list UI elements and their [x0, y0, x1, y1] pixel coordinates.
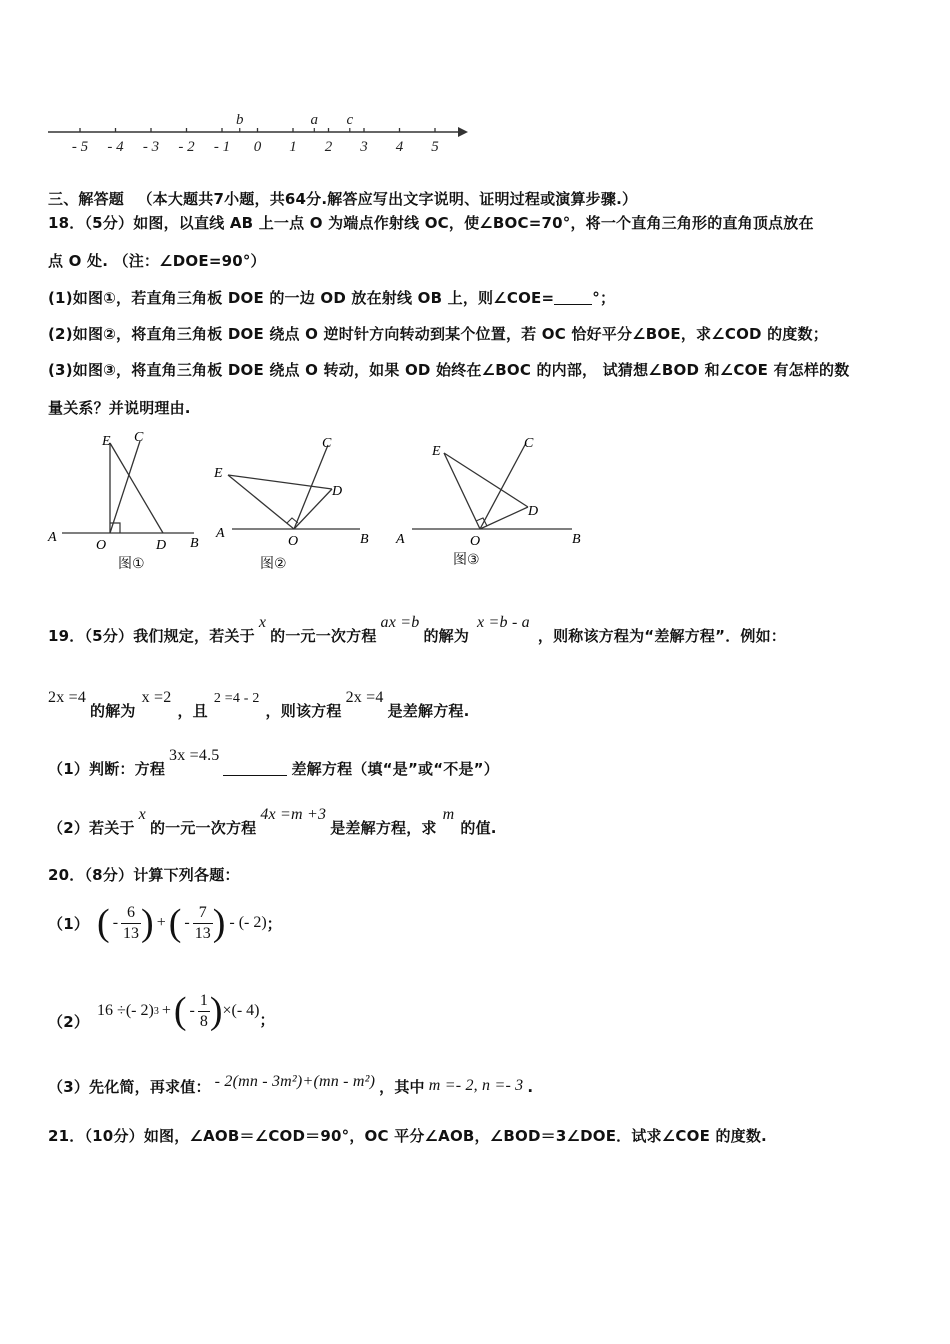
q19-part1: （1）判断：方程3x =4.5差解方程（填“是”或“不是”）	[48, 747, 499, 778]
q18-stem-line1: 18．（5分）如图，以直线 AB 上一点 O 为端点作射线 OC，使∠BOC=70°，将一个直角三角形的直角顶点放在	[48, 214, 814, 232]
tick-label: 1	[289, 139, 297, 155]
point-label: c	[346, 112, 354, 128]
arrow-icon	[458, 127, 468, 137]
expression-1: ( - $\frac{6}{13}$ ) + ( - $\frac{7}{13}$ ) - (- 2) ；	[97, 902, 282, 944]
q19-line2: 2x =4的解为x =2，且2 =4 - 2，则该方程2x =4是差解方程.	[48, 689, 470, 720]
figure-1	[44, 425, 212, 555]
section-note: （本大题共7小题，共64分.解答应写出文字说明、证明过程或演算步骤.）	[137, 190, 638, 208]
segment-ed	[110, 443, 163, 533]
label-e: E	[102, 434, 111, 449]
label-o: O	[96, 538, 107, 553]
q20-part1: （1） ( - $\frac{6}{13}$ ) + ( - $\frac{7}{13}$ ) - (- 2) ；	[48, 902, 282, 944]
q19-part2: （2）若关于x的一元一次方程4x =m +3是差解方程，求m的值.	[48, 806, 497, 837]
q20-part3: （3）先化简，再求值： - 2(mn - 3m²)+(mn - m²) ，其中 m =- 2, n =- 3 .	[48, 1073, 534, 1096]
answer-blank[interactable]	[223, 775, 287, 776]
q18-part3-line1: (3)如图③，将直角三角板 DOE 绕点 O 转动，如果 OD 始终在∠BOC 的内部， 试猜想∠BOD 和∠COE 有怎样的数	[48, 361, 850, 379]
label-d: D	[332, 484, 343, 499]
q18-part2: (2)如图②，将直角三角板 DOE 绕点 O 逆时针方向转动到某个位置，若 OC 恰好平分∠BOE，求∠COD 的度数；	[48, 325, 828, 343]
answer-blank[interactable]	[554, 304, 592, 305]
tick-label: 4	[395, 139, 404, 155]
label-b: B	[360, 532, 369, 547]
right-angle-mark	[287, 518, 298, 523]
label-c: C	[524, 436, 534, 451]
number-line	[40, 108, 480, 158]
label-b: B	[572, 532, 581, 547]
tick-label: - 4	[107, 139, 124, 155]
label-c: C	[322, 436, 332, 451]
label-b: B	[190, 536, 199, 551]
label-a: A	[396, 532, 405, 547]
label-o: O	[288, 534, 299, 549]
q19-line1: 19．（5分）我们规定，若关于x的一元一次方程ax =b的解为x =b - a，则称该方程为“差解方程”．例如：	[48, 614, 786, 645]
figure-3-caption: 图③	[453, 552, 480, 568]
point-label: a	[310, 112, 319, 128]
label-o: O	[470, 534, 481, 549]
figure-1-caption: 图①	[118, 556, 145, 572]
tick-label: - 5	[71, 139, 89, 155]
q20-part2: （2） 16 ÷(- 2) 3 + ( - $\frac{1}{8}$ ) ×(- 4) ；	[48, 990, 275, 1032]
label-e: E	[214, 466, 223, 481]
expression-2: 16 ÷(- 2) 3 + ( - $\frac{1}{8}$ ) ×(- 4) ；	[97, 990, 275, 1032]
tick-label: - 1	[213, 139, 231, 155]
tick-label: 2	[324, 139, 333, 155]
section-title: 三、解答题	[48, 190, 125, 208]
label-a: A	[48, 530, 57, 545]
q18-part3-line2: 量关系？并说明理由.	[48, 399, 191, 417]
segment-ed	[228, 475, 332, 489]
figure-2-caption: 图②	[260, 556, 287, 572]
q18-part1: (1)如图①，若直角三角板 DOE 的一边 OD 放在射线 OB 上，则∠COE= °；	[48, 289, 616, 307]
q20-stem: 20．（8分）计算下列各题：	[48, 866, 240, 884]
label-d: D	[156, 538, 167, 553]
segment-od	[294, 489, 332, 529]
ray-oc	[294, 445, 328, 529]
tick-label: - 3	[142, 139, 160, 155]
point-label: b	[236, 112, 244, 128]
tick-label: 5	[431, 139, 439, 155]
figure-2	[210, 425, 380, 555]
figure-3	[392, 425, 592, 555]
tick-label: - 2	[178, 139, 195, 155]
tick-label: 0	[253, 139, 262, 155]
section-header	[48, 188, 637, 209]
label-c: C	[134, 430, 144, 445]
label-a: A	[216, 526, 225, 541]
tick-label: 3	[360, 139, 368, 155]
label-e: E	[432, 444, 441, 459]
q18-stem-line2: 点 O 处. （注：∠DOE=90°）	[48, 252, 266, 270]
q21-text: 21．（10分）如图，∠AOB＝∠COD＝90°，OC 平分∠AOB，∠BOD＝3∠DOE．试求∠COE 的度数.	[48, 1127, 767, 1145]
label-d: D	[528, 504, 539, 519]
ray-oc	[480, 443, 526, 529]
